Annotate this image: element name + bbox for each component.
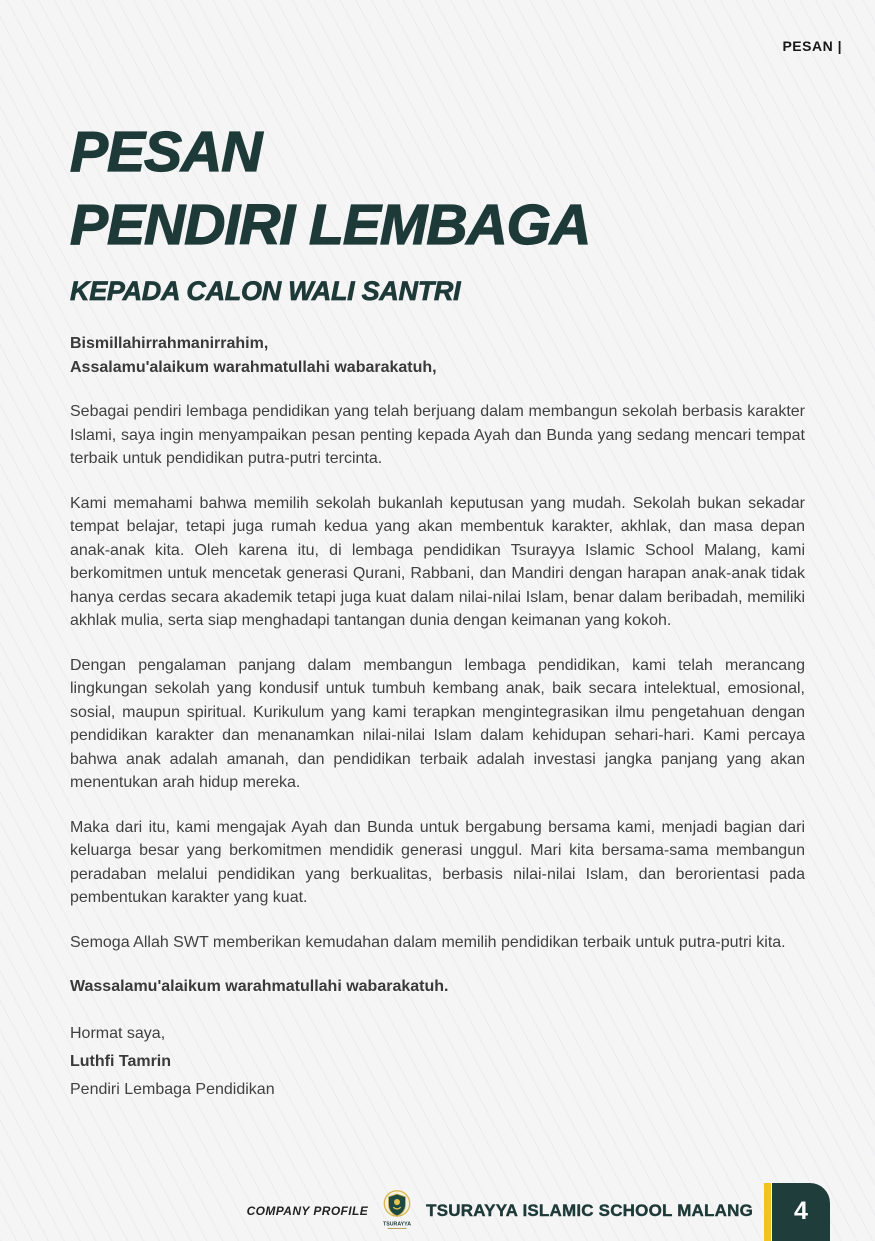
closing-salutation: Wassalamu'alaikum warahmatullahi wabarakatuh.	[70, 978, 449, 995]
signature-preamble: Hormat saya,	[70, 1024, 166, 1042]
page-title-line1: PESAN	[70, 120, 262, 184]
page-number-badge	[772, 1183, 830, 1241]
letter-body	[70, 332, 805, 1104]
signature-block	[70, 1020, 805, 1104]
paragraph-2: Kami memahami bahwa memilih sekolah bukanlah keputusan yang mudah. Sekolah bukan sekadar tempat belajar, tetapi juga rumah kedua yang akan membentuk karakter, akhlak, dan masa depan anak-anak kita. Oleh karena itu, di lembaga pendidikan Tsurayya Islamic School Malang, kami berkomitmen untuk mencetak generasi Qurani, Rabbani, dan Mandiri dengan harapan anak-anak tidak hanya cerdas secara akademik tetapi juga kuat dalam nilai-nilai Islam, benar dalam beribadah, memiliki akhlak mulia, serta siap menghadapi tantangan dunia dengan keimanan yang kokoh.	[70, 494, 805, 629]
opening-salutation	[70, 332, 805, 379]
school-logo-icon	[381, 1189, 413, 1233]
running-header-label: PESAN |	[782, 38, 842, 54]
paragraph-3: Dengan pengalaman panjang dalam membangun lembaga pendidikan, kami telah merancang lingkungan sekolah yang kondusif untuk tumbuh kembang anak, baik secara intelektual, emosional, sosial, maupun spiritual. Kurikulum yang kami terapkan mengintegrasikan ilmu pengetahuan dengan pendidikan karakter dan menanamkan nilai-nilai Islam dalam kehidupan sehari-hari. Kami percaya bahwa anak adalah amanah, dan pendidikan terbaik adalah investasi jangka panjang yang akan menentukan arah hidup mereka.	[70, 656, 805, 791]
footer-brand-group	[247, 1180, 753, 1241]
page-number: 4	[794, 1196, 808, 1225]
page-number-accent-stripe	[764, 1183, 771, 1241]
page-subtitle: KEPADA CALON WALI SANTRI	[70, 276, 461, 306]
page-footer	[0, 1180, 875, 1241]
salutation-line2: Assalamu'alaikum warahmatullahi wabarakatuh,	[70, 358, 437, 376]
paragraph-4: Maka dari itu, kami mengajak Ayah dan Bunda untuk bergabung bersama kami, menjadi bagian dari keluarga besar yang berkomitmen mendidik generasi unggul. Mari kita bersama-sama membangun peradaban melalui pendidikan yang berkualitas, berbasis nilai-nilai Islam, dan berorientasi pada pembentukan karakter yang kuat.	[70, 818, 805, 906]
salutation-line1: Bismillahirrahmanirrahim,	[70, 335, 269, 352]
signature-title: Pendiri Lembaga Pendidikan	[70, 1080, 275, 1098]
page-title-line2: PENDIRI LEMBAGA	[70, 193, 591, 257]
signature-name: Luthfi Tamrin	[70, 1052, 172, 1070]
company-profile-label: COMPANY PROFILE	[246, 1203, 369, 1218]
paragraph-1: Sebagai pendiri lembaga pendidikan yang telah berjuang dalam membangun sekolah berbasis karakter Islami, saya ingin menyampaikan pesan penting kepada Ayah dan Bunda yang sedang mencari tempat terbaik untuk pendidikan putra-putri tercinta.	[70, 403, 805, 467]
school-name-label: TSURAYYA ISLAMIC SCHOOL MALANG	[426, 1200, 753, 1220]
page-content	[70, 0, 805, 1104]
logo-wordmark: TSURAYYA	[383, 1221, 412, 1228]
paragraph-5: Semoga Allah SWT memberikan kemudahan dalam memilih pendidikan terbaik untuk putra-putri kita.	[70, 933, 786, 951]
page-title	[70, 116, 805, 262]
